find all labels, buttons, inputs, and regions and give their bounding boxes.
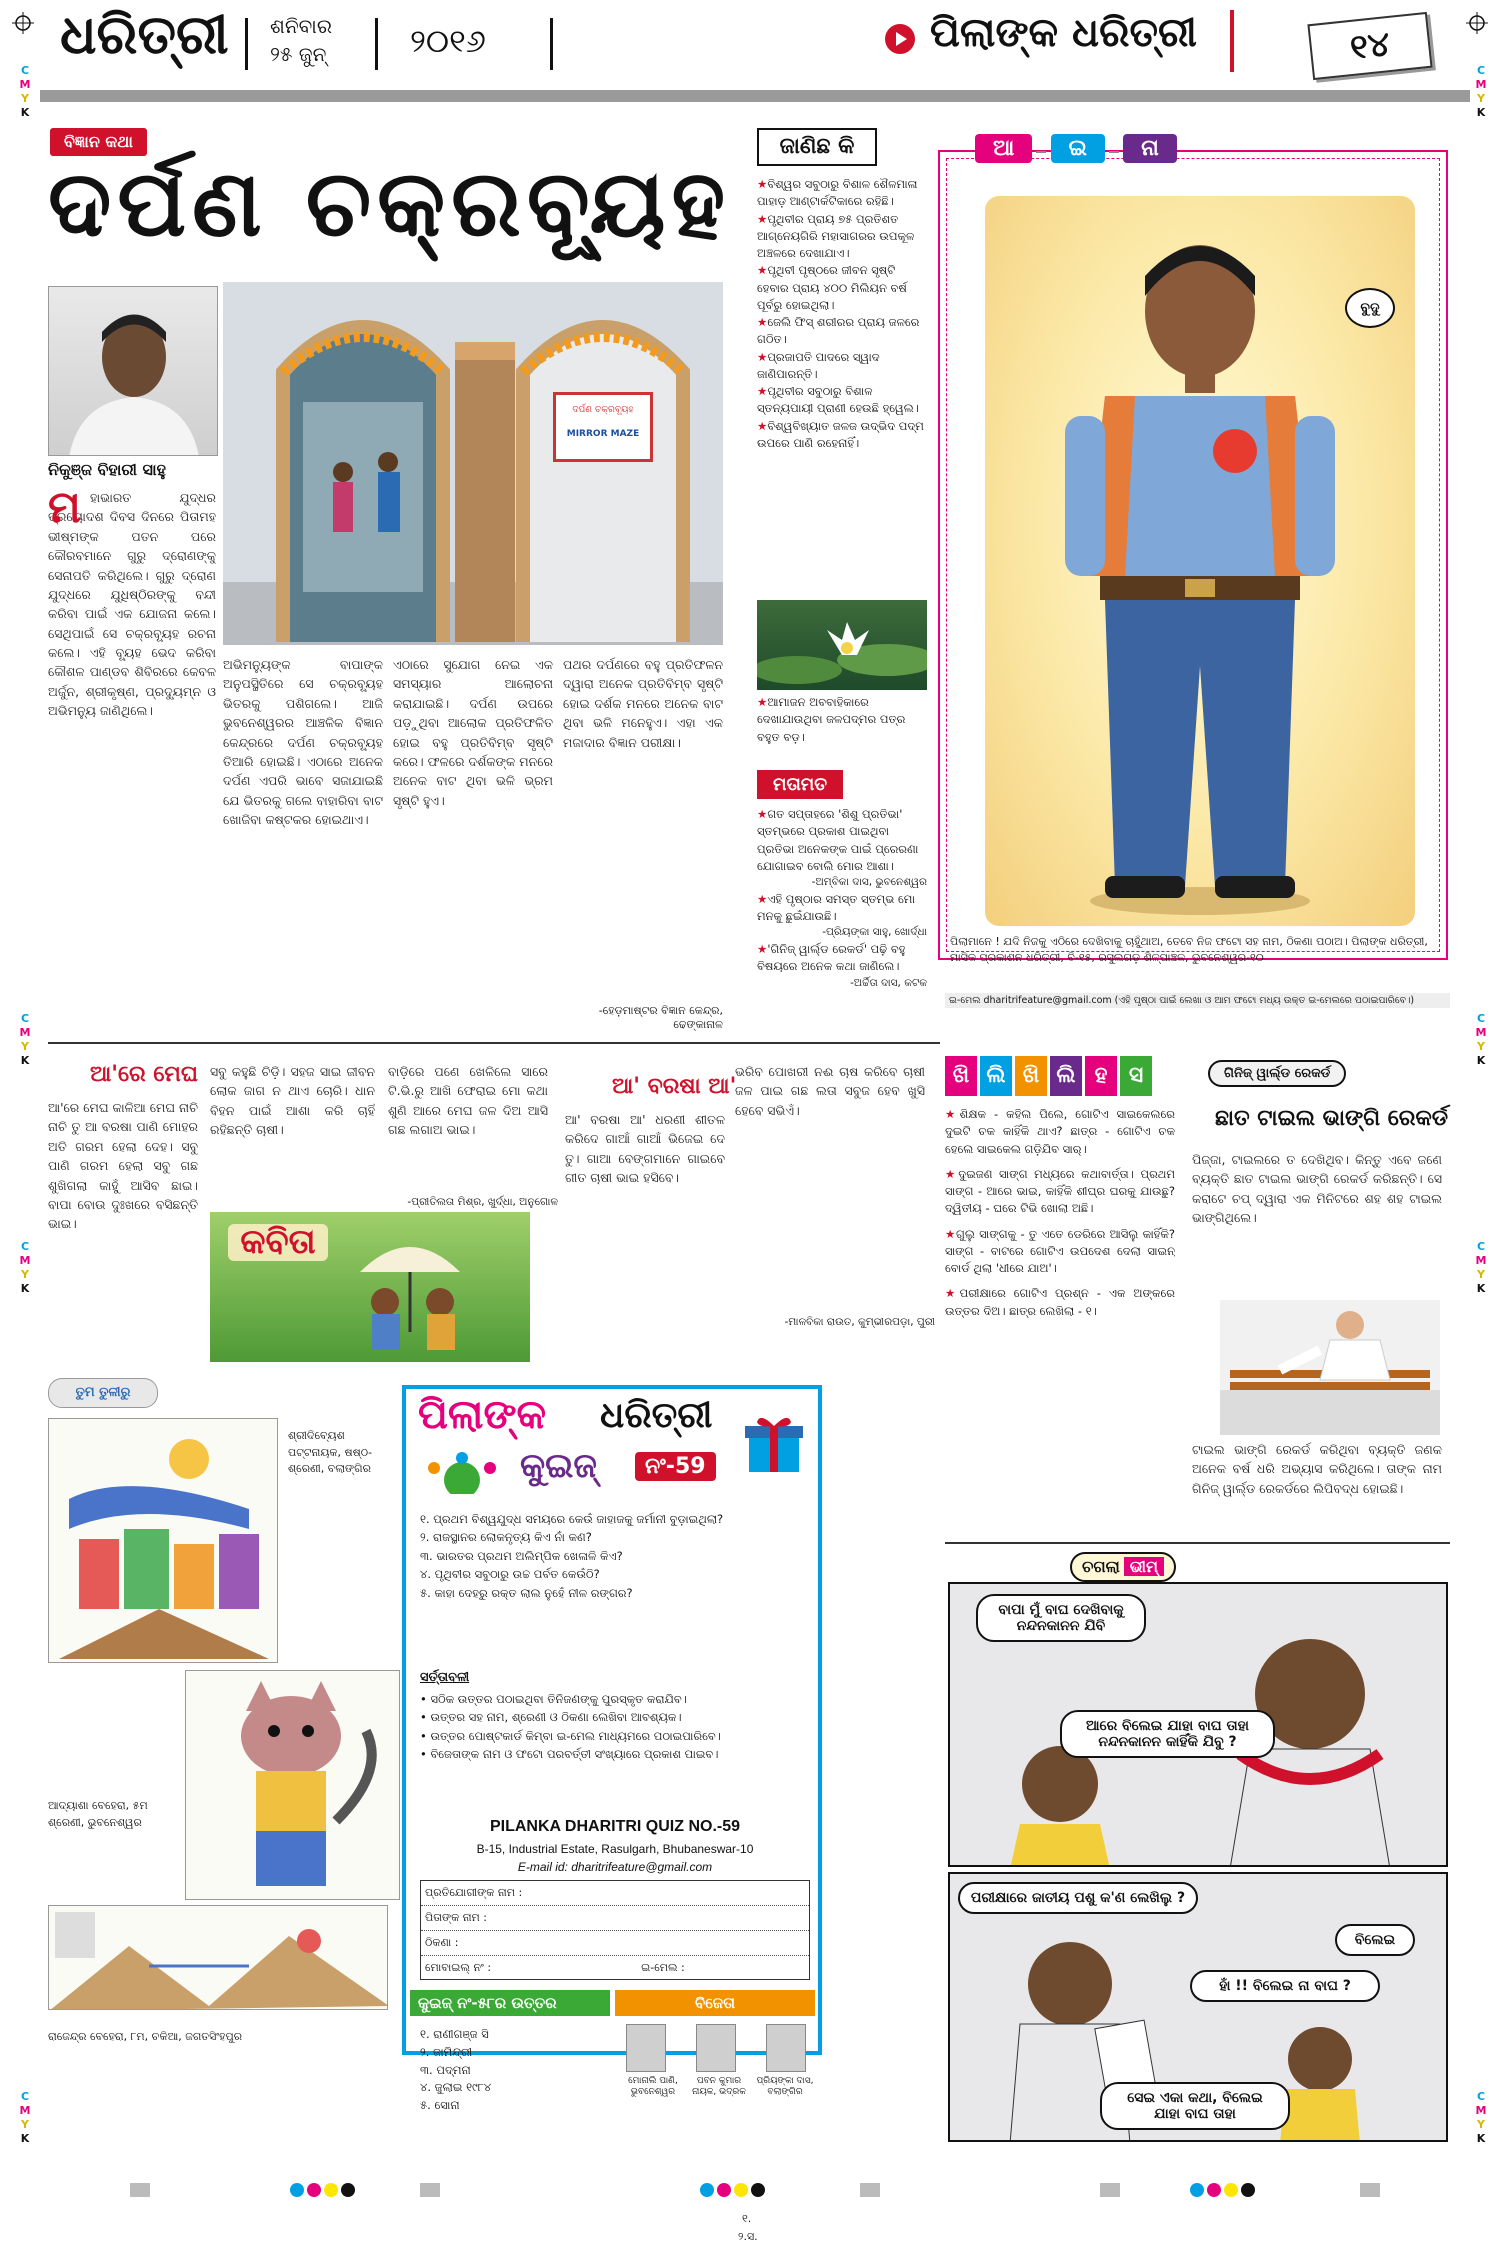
maze-sign: [553, 392, 653, 462]
comic-badge: [1070, 1552, 1176, 1582]
quiz-answer: ୫. ସୋନା: [420, 2098, 460, 2113]
winner-name: ପବନ କୁମାର ନାୟକ, ଭଦ୍ରକ: [692, 2076, 746, 2097]
poem1-title: ଆ'ରେ ମେଘ: [90, 1062, 198, 1087]
cmyk-marker: C M Y K: [19, 2090, 31, 2145]
quiz-answer: ୪. ଜୁଲାଇ ୧୯୮୪: [420, 2080, 492, 2095]
winner-name: ପ୍ରିୟଙ୍କା ଦାସ, ବଲାଙ୍ଗିର: [756, 2076, 814, 2097]
fact-item: ★ବିଶ୍ୱର ସବୁଠାରୁ ବିଶାଳ ଶୈଳମାଳା ପାହାଡ଼ ଆଣ୍ଟାର୍କଟିକାରେ ରହିଛି।: [757, 177, 918, 209]
newspaper-logo: ଧରିତ୍ରୀ: [60, 2, 229, 66]
section-divider: [945, 1542, 1450, 1544]
drawings-badge: [48, 1378, 158, 1408]
poem2-col2: ଭରିବ ପୋଖରୀ ନଈ ଚାଷ କରିବେ ଚାଷୀ ଜଳ ପାଇ ଗଛ ଲତା ସବୁଜ ହେବ ଖୁସି ହେବେ ସଭିଏଁ।: [735, 1064, 925, 1118]
fact-item: ★ବିଶ୍ୱବିଖ୍ୟାତ ଜଳଜ ଉଦ୍ଭିଦ ପଦ୍ମ ଉପରେ ପାଣି ରହେନାହିଁ।: [757, 418, 924, 450]
quiz-question: ୨. ରାଜସ୍ଥାନର ଲୋକନୃତ୍ୟ କିଏ ନାଁ କଣ?: [420, 1530, 592, 1545]
main-headline: ଦର୍ପଣ ଚକ୍ରବ୍ୟୂହ: [48, 150, 732, 257]
form-row[interactable]: [421, 1881, 809, 1906]
quiz-email: E-mail id: dharitrifeature@gmail.com: [517, 1860, 713, 1874]
mirror-maze-photo: [223, 282, 723, 645]
folio-bottom: ୨.ସ.: [738, 2230, 758, 2243]
quiz-brand-left: ପିଲାଙ୍କ: [418, 1392, 547, 1438]
form-label-mobile: ମୋବାଇଲ୍ ନଂ :: [425, 1961, 492, 1974]
gray-patch: [1100, 2183, 1120, 2197]
quiz-question: ୩. ଭାରତର ପ୍ରଥମ ଅଲିମ୍ପିକ ଖେଳାଳି କିଏ?: [420, 1548, 623, 1563]
city-drawing: [49, 1419, 278, 1663]
quiz-question: ୪. ପୃଥିବୀର ସବୁଠାରୁ ଉଚ୍ଚ ପର୍ବତ କେଉଁଠି?: [420, 1567, 600, 1582]
story-column-4: ପଥର ଦର୍ପଣରେ ବହୁ ପ୍ରତିଫଳନ ଦ୍ୱାରା ଅନେକ ପ୍ରତିବିମ୍ବ ସୃଷ୍ଟି ହୋଇ ଦର୍ଶକ ମନରେ ଅନେକ ବାଟ ଥିବା ଭଳି ମନେହୁଏ। ଏହା ଏକ ମଜାଦାର ବିଜ୍ଞାନ ପରୀକ୍ଷା।: [563, 657, 723, 750]
record-text-2: ଟାଇଲ ଭାଙ୍ଗି ରେକର୍ଡ କରିଥିବା ବ୍ୟକ୍ତି ଜଣକ ଅନେକ ବର୍ଷ ଧରି ଅଭ୍ୟାସ କରିଥିଲେ। ତାଙ୍କ ନାମ ଗିନିଜ୍ ୱାର୍ଲ୍ଡ ରେକର୍ଡରେ ଲିପିବଦ୍ଧ ହୋଇଛି।: [1192, 1442, 1442, 1496]
joke-item: ★ପରୀକ୍ଷାରେ ଗୋଟିଏ ପ୍ରଶ୍ନ - ଏକ ଅଙ୍କରେ ଉତ୍ତର ଦିଅ। ଛାତ୍ର ଲେଖିଲା - ୧।: [945, 1286, 1175, 1318]
author-name: ନିକୁଞ୍ଜ ବିହାରୀ ସାହୁ: [48, 460, 166, 479]
winner-photo: [626, 2024, 666, 2072]
form-label-address: ଠିକଣା :: [425, 1936, 459, 1949]
story-text: ହାଭାରତ ଯୁଦ୍ଧର ତ୍ରୟୋଦଶ ଦିବସ ଦିନରେ ପିତାମହ ଭୀଷ୍ମଙ୍କ ପତନ ପରେ କୌରବମାନେ ଗୁରୁ ଦ୍ରୋଣଙ୍କୁ ସେନାପତି କରିଥିଲେ। ଗୁରୁ ଦ୍ରୋଣ ଯୁଦ୍ଧରେ ଯୁଧିଷ୍ଠିରଙ୍କୁ ବନ୍ଦୀ କରିବା ପାଇଁ ଏକ ଯୋଜନା କଲେ। ସେଥିପାଇଁ ସେ ଚକ୍ରବ୍ୟୂହ ରଚନା କଲେ। ଏହି ବ୍ୟୂହ ଭେଦ କରିବା କୌଶଳ ପାଣ୍ଡବ ଶିବିରରେ କେବଳ ଅର୍ଜୁନ, ଶ୍ରୀକୃଷ୍ଣ, ପ୍ରଦ୍ୟୁମ୍ନ ଓ ଅଭିମନ୍ୟୁ ଜାଣିଥିଲେ।: [48, 490, 216, 719]
speech-bubble: ବିଲେଇ: [1335, 1924, 1415, 1956]
jokes-list: [945, 1106, 1175, 1526]
masthead-rule: [40, 90, 1470, 102]
quiz-question: ୫. କାହା ଦେହରୁ ରକ୍ତ ଲାଲ ନୁହେଁ ନୀଳ ରଙ୍ଗର?: [420, 1585, 633, 1600]
quiz-number: ନଂ-59: [635, 1452, 716, 1481]
record-headline: ଛାତ ଟାଇଲ ଭାଙ୍ଗି ରେକର୍ଡ: [1215, 1106, 1449, 1131]
did-you-know-list: [757, 176, 927, 596]
cmyk-dots: [700, 2183, 768, 2201]
jokes-title-letter: ଖି: [1015, 1056, 1047, 1096]
section-divider: [48, 1042, 940, 1044]
kids-umbrella-photo: [210, 1212, 530, 1362]
quiz-label: କୁଇଜ୍: [520, 1446, 597, 1486]
karate-illustration: [1220, 1300, 1440, 1435]
quiz-answer: ୩. ପଦ୍ମନା: [420, 2062, 471, 2077]
winner-photo: [696, 2024, 736, 2072]
quiz-rule: • ଉତ୍ତର ପୋଷ୍ଟକାର୍ଡ କିମ୍ବା ଇ-ମେଲ ମାଧ୍ୟମରେ ପଠାଇପାରିବେ।: [420, 1728, 721, 1743]
masthead-divider: [245, 18, 248, 70]
fact-item: ★ପୃଥିବୀର ସବୁଠାରୁ ବିଶାଳ ସ୍ତନ୍ୟପାୟୀ ପ୍ରାଣୀ ହେଉଛି ହ୍ୱେଲ।: [757, 384, 919, 416]
drawing-credit-3: ରାଜେନ୍ଦ୍ର ବେହେରା, ୮ମ, ଚକିଆ, ଜଗତସିଂହପୁର: [48, 2030, 243, 2043]
poem2-title: ଆ' ବରଷା ଆ': [612, 1074, 737, 1099]
poem-badge: କବିତା: [228, 1224, 328, 1261]
poem1-col1: ଆ'ରେ ମେଘ କାଳିଆ ମେଘ ନାଚି ନାଚି ତୁ ଆ ବରଷା ପାଣି ମୋହର ଅତି ଗରମ ହେଲା ଦେହ। ସବୁ ପାଣି ଗରମ ହେଲା ସବୁ ଗଛ ଶୁଖିଗଲା କାହୁଁ ଆସିବ ଛାଇ। ବାପା ବୋଉ ଦୁଃଖରେ ବସିଛନ୍ତି ଭାଇ।: [48, 1100, 198, 1232]
drawing-cat: [185, 1670, 400, 1900]
aaina-title-part: ଇ: [1051, 134, 1105, 163]
quiz-address: B-15, Industrial Estate, Rasulgarh, Bhubaneswar-10: [476, 1842, 754, 1856]
fact-item: ★ପୃଥିବୀ ପୃଷ୍ଠରେ ଜୀବନ ସୃଷ୍ଟି ହେବାର ପ୍ରାୟ ୪୦୦ ମିଲିୟନ ବର୍ଷ ପୂର୍ବରୁ ହୋଇଥିଲା।: [757, 263, 907, 312]
opinion-sign: -ପ୍ରିୟଙ୍କା ସାହୁ, ଖୋର୍ଦ୍ଧା: [822, 926, 927, 939]
opinion-sign: -ଅର୍ଚ୍ଚିତା ଦାସ, କଟକ: [850, 976, 927, 989]
drop-cap: ମ: [48, 482, 81, 533]
child-photo: [985, 196, 1415, 926]
speech-bubble: ବାପା ମୁଁ ବାଘ ଦେଖିବାକୁ ନନ୍ଦନକାନନ ଯିବି: [976, 1594, 1146, 1642]
footer-colorbar: [0, 2180, 1500, 2200]
drawing-credit-2: ଆଦ୍ୟାଶା ବେହେରା, ୫ମ ଶ୍ରେଣୀ, ଭୁବନେଶ୍ୱର: [48, 1799, 148, 1829]
author-photo: [48, 286, 218, 456]
opinion-item: ★'ଗିନିଜ୍ ୱାର୍ଲ୍ଡ ରେକର୍ଡ' ପଢ଼ି ବହୁ ବିଷୟରେ ଅନେକ କଥା ଜାଣିଲେ।: [757, 942, 906, 974]
quiz-question: ୧. ପ୍ରଥମ ବିଶ୍ୱଯୁଦ୍ଧ ସମୟରେ କେଉଁ ଜାହାଜକୁ ଜର୍ମାନୀ ବୁଡ଼ାଇଥିଲା?: [420, 1512, 724, 1526]
winner-names: [622, 2076, 817, 2112]
story-column-3: ଏଠାରେ ସୁଯୋଗ ନେଇ ଏକ ସମସ୍ୟାର ଆଲୋଚନା କରାଯାଇଛି। ଦର୍ପଣ ଉପରେ ପଡ଼ୁଥିବା ଆଲୋକ ପ୍ରତିଫଳିତ ହୋଇ ବହୁ ପ୍ରତିବିମ୍ବ ସୃଷ୍ଟି କରେ। ଫଳରେ ଦର୍ଶକଙ୍କ ମନରେ ଅନେକ ବାଟ ଥିବା ଭଳି ଭ୍ରମ ସୃଷ୍ଟି ହୁଏ।: [393, 657, 553, 808]
record-text-1: ପିଜ୍ଜା, ଟାଇଲରେ ତ ଦେଖିଥିବ। କିନ୍ତୁ ଏବେ ଜଣେ ବ୍ୟକ୍ତି ଛାତ ଟାଇଲ ଭାଙ୍ଗି ରେକର୍ଡ କରିଛନ୍ତି। ସେ କରାଟେ ଚପ୍ ଦ୍ୱାରା ଏକ ମିନିଟରେ ଶହ ଶହ ଟାଇଲ ଭାଙ୍ଗିଥିଲେ।: [1192, 1152, 1442, 1226]
joke-item: ★ଶିକ୍ଷକ - କହିଲ ପିଲେ, ଗୋଟିଏ ସାଇକେଲରେ ଦୁଇଟି ଚକ କାହିଁକି ଥାଏ? ଛାତ୍ର - ଗୋଟିଏ ଚକ ହେଲେ ସାଇକେଲ ଗଡ଼ିଯିବ ସାର୍।: [945, 1107, 1175, 1156]
opinion-item: ★ଗତ ସପ୍ତାହରେ 'ଶିଶୁ ପ୍ରତିଭା' ସ୍ତମ୍ଭରେ ପ୍ରକାଶ ପାଇଥିବା ପ୍ରତିଭା ଅନେକଙ୍କ ପାଇଁ ପ୍ରେରଣା ଯୋଗାଇବ ବୋଲି ମୋର ଆଶା।: [757, 807, 919, 873]
form-row[interactable]: [421, 1906, 809, 1931]
aaina-title: [975, 134, 1177, 163]
poem1-col2: ସବୁ କହୁଛି ଚିଡ଼ି। ସହଜ ସାଇ ଜୀବନ ଲୋକ ଜାଗ ନ ଥାଏ ଚୋରି। ଧାନ ବିହନ ପାଇଁ ଆଶା କରି ଚାହିଁ ରହିଛନ୍ତି ଚାଷୀ।: [210, 1064, 375, 1138]
child-name-label: [1345, 288, 1395, 328]
play-icon: [885, 24, 915, 54]
section-title: ପିଲାଙ୍କ ଧରିତ୍ରୀ: [930, 10, 1198, 56]
form-label-name: ପ୍ରତିଯୋଗୀଙ୍କ ନାମ :: [425, 1886, 523, 1899]
mirror-maze-illustration: [223, 282, 723, 645]
aaina-title-part: ନା: [1123, 134, 1177, 163]
cmyk-marker: C M Y K: [1475, 64, 1487, 119]
opinion-list: [757, 806, 927, 1016]
cmyk-marker: C M Y K: [1475, 2090, 1487, 2145]
comic-panel-2: [948, 1872, 1448, 2142]
winner-photo: [766, 2024, 806, 2072]
quiz-questions: [420, 1510, 810, 1602]
quiz-answers: [420, 2026, 600, 2115]
quiz-rule: • ସଠିକ ଉତ୍ତର ପଠାଇଥିବା ତିନିଜଣଙ୍କୁ ପୁରସ୍କୃତ କରାଯିବ।: [420, 1692, 687, 1706]
joke-item: ★ଗୁଲୁ ସାଙ୍ଗକୁ - ତୁ ଏତେ ଡେରିରେ ଆସିଲୁ କାହିଁକି? ସାଙ୍ଗ - ବାଟରେ ଗୋଟିଏ ଉପଦେଶ ଦେଲା ସାଇନ୍ ବୋର୍ଡ ଥିଲା 'ଧୀରେ ଯାଅ'।: [945, 1226, 1175, 1275]
form-label-email: ଇ-ମେଲ :: [641, 1961, 685, 1974]
cmyk-marker: C M Y K: [19, 1240, 31, 1295]
person-icon: [49, 287, 218, 456]
fact-item-last: ★ଆମାଜନ ଅବବାହିକାରେ ଦେଖାଯାଉଥିବା ଜଳପଦ୍ମର ପତ୍ର ବହୁତ ବଡ଼।: [757, 695, 906, 744]
quiz-winners-title: ବିଜେତା: [615, 1990, 815, 2016]
comic-panel-1: [948, 1582, 1448, 1867]
cmyk-marker: C M Y K: [1475, 1240, 1487, 1295]
globe-kids-icon: [422, 1450, 502, 1494]
drawing-city: [48, 1418, 278, 1663]
did-you-know-title: ଜାଣିଛ କି: [779, 134, 855, 159]
opinion-sign: -ଅମ୍ବିକା ଦାସ, ଭୁବନେଶ୍ୱର: [811, 876, 927, 888]
story-tag: ବିଜ୍ଞାନ କଥା: [50, 128, 147, 156]
poem2-col1: ଆ' ବରଷା ଆ' ଧରଣୀ ଶୀତଳ କରିଦେ ଗାଆଁ ଗାଆଁ ଭିଜେଇ ଦେ ତୁ। ଗାଆ ବେଙ୍ଗମାନେ ଗାଇବେ ଗୀତ ଚାଷୀ ଭାଇ ହସିବେ।: [565, 1112, 725, 1186]
quiz-brand-right: ଧରିତ୍ରୀ: [600, 1394, 713, 1436]
drawing-landscape: [48, 1905, 388, 2010]
gift-icon: [745, 1412, 803, 1474]
page-number: ୧୪: [1348, 24, 1392, 68]
quiz-answers-title: କୁଇଜ୍ ନଂ-୫୮ର ଉତ୍ତର: [410, 1990, 610, 2016]
poem2-sign: -ମାଳବିକା ରାଉତ, କୁମ୍ଭୀରପଡ଼ା, ପୁରୀ: [784, 1316, 935, 1328]
water-lily-photo: [757, 600, 927, 690]
did-you-know-title-box: [757, 128, 877, 166]
aaina-email: ଇ-ମେଲ dharitrifeature@gmail.com (ଏହି ପୃଷ୍ଠା ପାଇଁ ଲେଖା ଓ ଆମ ଫଟୋ ମଧ୍ୟ ଉକ୍ତ ଇ-ମେଲରେ ପଠାଇପାରିବେ।): [945, 993, 1450, 1008]
aaina-caption: ପିଲାମାନେ ! ଯଦି ନିଜକୁ ଏଠିରେ ଦେଖିବାକୁ ଚାହୁଁଥାଅ, ତେବେ ନିଜ ଫଟୋ ସହ ନାମ, ଠିକଣା ପଠାଅ। ପିଲାଙ୍କ ଧରିତ୍ରୀ, ମାସିକ ପ୍ରକାଶନ ଧରିତ୍ରୀ, ବି-୧୫, ରସୁଲଗଡ଼ ଶିଳ୍ପାଞ୍ଚଳ, ଭୁବନେଶ୍ୱର-୧୦: [950, 935, 1428, 964]
joke-item: ★ଦୁଇଜଣ ସାଙ୍ଗ ମଧ୍ୟରେ କଥାବାର୍ତ୍ତା। ପ୍ରଥମ ସାଙ୍ଗ - ଆରେ ଭାଇ, କାହିଁକି ଶୀଘ୍ର ଘରକୁ ଯାଉଛୁ? ଦ୍ୱିତୀୟ - ଘରେ ଟିଭି ଖୋଲା ଅଛି।: [945, 1166, 1175, 1216]
form-label-father: ପିତାଙ୍କ ନାମ :: [425, 1911, 487, 1924]
cmyk-marker: C M Y K: [19, 1012, 31, 1067]
aaina-title-part: ଆ: [975, 134, 1032, 163]
quiz-rule: • ବିଜେତାଙ୍କ ନାମ ଓ ଫଟୋ ପରବର୍ତ୍ତୀ ସଂଖ୍ୟାରେ ପ୍ରକାଶ ପାଇବ।: [420, 1747, 719, 1762]
gray-patch: [420, 2183, 440, 2197]
gray-patch: [860, 2183, 880, 2197]
quiz-answer: ୧. ରାଣୀଗଞ୍ଜ ସି: [420, 2027, 489, 2041]
speech-bubble: ପରୀକ୍ଷାରେ ଜାତୀୟ ପଶୁ କ'ଣ ଲେଖିଲୁ ?: [958, 1882, 1198, 1914]
story-column-2: ଅଭିମନ୍ୟୁଙ୍କ ବାପାଙ୍କ ଅନୁପସ୍ଥିତିରେ ସେ ଚକ୍ରବ୍ୟୂହ ଭିତରକୁ ପଶିଗଲେ। ଆଜି ଭୁବନେଶ୍ୱରର ଆଞ୍ଚଳିକ ବିଜ୍ଞାନ କେନ୍ଦ୍ରରେ ଦର୍ପଣ ଚକ୍ରବ୍ୟୂହ ତିଆରି ହୋଇଛି। ଏଠାରେ ଅନେକ ଦର୍ପଣ ଏପରି ଭାବେ ସଜାଯାଇଛି ଯେ ଭିତରକୁ ଗଲେ ବାହାରିବା ବାଟ ଖୋଜିବା କଷ୍ଟକର ହୋଇଥାଏ।: [223, 657, 383, 827]
quiz-rules-title: ସର୍ତ୍ତାବଳୀ: [420, 1670, 470, 1685]
cmyk-dots: [290, 2183, 358, 2201]
winner-name: ମୋନାଲି ପାଣି, ଭୁବନେଶ୍ୱର: [628, 2076, 678, 2097]
speech-bubble: ହାଁ !! ବିଲେଇ ନା ବାଘ ?: [1190, 1970, 1380, 2002]
quiz-address-title: PILANKA DHARITRI QUIZ NO.-59: [489, 1818, 741, 1835]
jokes-title: [945, 1056, 1152, 1096]
opinion-item: ★ଏହି ପୃଷ୍ଠାର ସମସ୍ତ ସ୍ତମ୍ଭ ମୋ ମନକୁ ଛୁଇଁଯାଉଛି।: [757, 891, 915, 923]
maze-sign-english: MIRROR MAZE: [566, 429, 640, 439]
cmyk-marker: C M Y K: [19, 64, 31, 119]
masthead-divider: [375, 18, 378, 70]
landscape-drawing: [49, 1906, 388, 2010]
page-number-tab: [1307, 12, 1432, 80]
quiz-rules: [420, 1690, 810, 1764]
story-byline: -ହେଡ଼ମାଷ୍ଟର ବିଜ୍ଞାନ କେନ୍ଦ୍ର, ଢେଙ୍କାନାଳ: [598, 1004, 723, 1031]
drawings-badge-text: ତୁମ ତୁଳୀରୁ: [75, 1385, 131, 1400]
jokes-title-letter: ହ: [1085, 1056, 1117, 1096]
quiz-answer: ୨. ଜାମିନ୍ଦ୍ରୀ: [420, 2044, 473, 2059]
story-column-1: [48, 482, 216, 1028]
speech-bubble: ସେଇ ଏକା କଥା, ବିଲେଇ ଯାହା ବାଘ ତାହା: [1100, 2082, 1290, 2130]
masthead-divider: [550, 18, 553, 70]
speech-bubble: ଆରେ ବିଲେଇ ଯାହା ବାଘ ତାହା ନନ୍ଦନକାନନ କାହିଁକି ଯିବୁ ?: [1060, 1710, 1275, 1758]
masthead-date: ୨୫ ଜୁନ୍: [270, 42, 327, 66]
fact-item: ★ପୃଥିବୀର ପ୍ରାୟ ୭୫ ପ୍ରତିଶତ ଆଗ୍ନେୟଗିରି ମହାସାଗରର ଉପକୂଳ ଅଞ୍ଚଳରେ ଦେଖାଯାଏ।: [757, 211, 915, 260]
poem1-sign: -ପ୍ରୀତିଲତା ମିଶ୍ର, ଖୁର୍ଦ୍ଧା, ଅନୁଗୋଳ: [407, 1196, 558, 1208]
masthead-day: ଶନିବାର: [270, 14, 333, 38]
jokes-title-letter: ଲି: [1050, 1056, 1082, 1096]
comic-badge-left: ଚଗଲା: [1082, 1557, 1120, 1576]
registration-mark-icon: [1466, 12, 1488, 34]
quiz-header: [410, 1392, 814, 1502]
maze-sign-odia: ଦର୍ପଣ ଚକ୍ରବ୍ୟୂହ: [572, 405, 634, 415]
gray-patch: [1360, 2183, 1380, 2197]
jokes-title-letter: ଖି: [945, 1056, 977, 1096]
registration-mark-icon: [12, 12, 34, 34]
masthead-divider: [1230, 10, 1234, 72]
gray-patch: [130, 2183, 150, 2197]
comic-badge-right: ଭୀମ୍: [1124, 1557, 1164, 1576]
karate-photo: [1220, 1300, 1440, 1435]
form-row[interactable]: [421, 1956, 809, 1980]
drawing-credit-1: ଶ୍ରୀଦିବ୍ୟେଶ ପଟ୍ଟନାୟକ, ଷଷ୍ଠ-ଶ୍ରେଣୀ, ବଲାଙ୍ଗିର: [288, 1429, 373, 1475]
opinion-title: ମତାମତ: [757, 770, 843, 799]
cmyk-dots: [1190, 2183, 1258, 2201]
form-row[interactable]: [421, 1931, 809, 1956]
child-name: ବୁଦୁ: [1360, 300, 1380, 316]
fact-item: ★ପ୍ରଜାପତି ପାଦରେ ସ୍ୱାଦ ଜାଣିପାରନ୍ତି।: [757, 349, 880, 381]
quiz-rule: • ଉତ୍ତର ସହ ନାମ, ଶ୍ରେଣୀ ଓ ଠିକଣା ଲେଖିବା ଆବଶ୍ୟକ।: [420, 1710, 682, 1725]
fact-item: ★ଜେଲି ଫିସ୍ ଶରୀରର ପ୍ରାୟ ଜଳରେ ଗଠିତ।: [757, 315, 920, 347]
quiz-entry-form: [420, 1880, 810, 1980]
jokes-title-letter: ସ: [1120, 1056, 1152, 1096]
record-tag: ଗିନିଜ୍ ୱାର୍ଲ୍ଡ ରେକର୍ଡ: [1208, 1060, 1346, 1087]
lotus-icon: [757, 600, 927, 690]
masthead: [40, 0, 1460, 90]
masthead-year: ୨୦୧୬: [410, 22, 486, 60]
folio-top: ୧.: [742, 2212, 752, 2225]
cmyk-marker: C M Y K: [1475, 1012, 1487, 1067]
poem1-col3: ବାଡ଼ିରେ ପଣେ ଖେଳିଲେ ସାରେ ଟି.ଭି.ରୁ ଆଖି ଫେରାଇ ମୋ କଥା ଶୁଣି ଆରେ ମେଘ ଜଳ ଦିଅ ଆସି ଗଛ ଲଗାଅ ଭାଇ।: [388, 1064, 548, 1138]
jokes-title-letter: ଲି: [980, 1056, 1012, 1096]
cat-drawing: [186, 1671, 400, 1900]
